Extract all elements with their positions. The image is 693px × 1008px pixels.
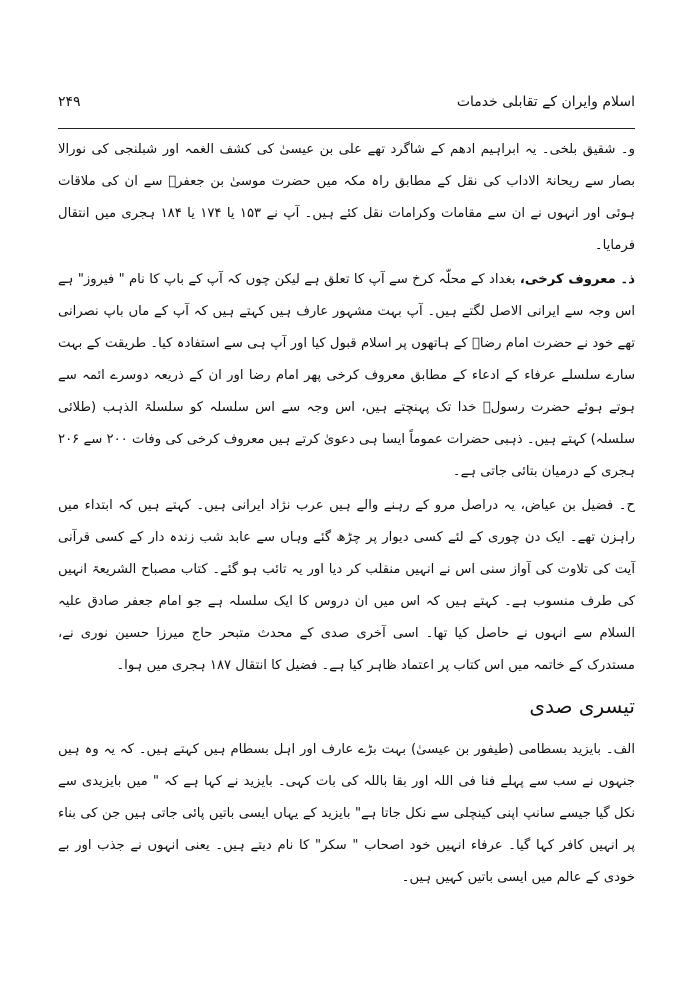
paragraph-shaqiq-balkhi [58,134,635,262]
paragraph-text: و۔ شقیق بلخی۔ یہ ابراہیم ادھم کے شاگرد تھے علی بن عیسیٰ کی کشف الغمہ اور شبلنجی کی نورالا بصار سے ریحانۃ الاداب کی نقل کے مطابق راہ مکہ میں حضرت موسیٰ بن جعفرؑ سے ان کی ملاقات ہوئی اور انہوں نے ان سے مقامات وکرامات نقل کئے ہیں۔ آپ نے ۱۵۳ یا ۱۷۴ یا ۱۸۴ ہجری میں انتقال فرمایا۔ [58,142,636,253]
header-rule [58,128,635,129]
paragraph-fuzayl-ayaz [58,490,635,682]
paragraph-text: الف۔ بایزید بسطامی (طیفور بن عیسیٰ) بہت بڑے عارف اور اہل بسطام ہیں کہتے ہیں۔ کہ یہ وہ ہیں جنہوں نے سب سے پہلے فنا فی اللہ اور بقا باللہ کی بات کہی۔ بایزید نے کہا ہے کہ " میں بایزیدی سے نکل گیا جیسے سانپ اپنی کینچلی سے نکل جاتا ہے" بایزید کے یہاں ایسی باتیں پائی جاتی ہیں جن کی بناء پر انہیں کافر کہا گیا۔ عرفاء انہیں خود اصحاب " سکر" کا نام دیتے ہیں۔ یعنی انہوں نے جذب اور بے خودی کے عالم میں ایسی باتیں کہیں ہیں۔ [58,742,635,885]
running-title: اسلام وایران کے تقابلی خدمات [456,94,635,110]
paragraph-text: بغداد کے محلّہ کرخ سے آپ کا تعلق ہے لیکن چوں کہ آپ کے باپ کا نام " فیروز" ہے اس وجہ سے ایرانی الاصل لگتے ہیں۔ آپ بہت مشہور عارف ہیں کہتے ہیں کہ آپ کے ماں باپ نصرانی تھے خود نے حضرت امام رضاؑ کے ہاتھوں پر اسلام قبول کیا اور آپ ہی سے استفادہ کیا۔ طریقت کے بہت سارے سلسلے عرفاء کے ادعاء کے مطابق معروف کرخی پھر امام رضا اور ان کے ذریعہ دوسرے ائمہ سے ہوتے ہوئے حضرت رسولؐ خدا تک پہنچتے ہیں، اس وجہ سے اس سلسلہ کو سلسلۃ الذہب (طلائی سلسلہ) کہتے ہیں۔ ذہبی حضرات عموماً ایسا ہی دعویٰ کرتے ہیں معروف کرخی کی وفات ۲۰۰ سے ۲۰۶ ہجری کے درمیان بتائی جاتی ہے۔ [58,272,635,479]
paragraph-text: ح۔ فضیل بن عیاض، یہ دراصل مرو کے رہنے والے ہیں عرب نژاد ایرانی ہیں۔ کہتے ہیں کہ ابتداء میں راہزن تھے۔ ایک دن چوری کے لئے کسی دیوار پر چڑھ گئے وہاں سے عابد شب زندہ دار کے کسی قرآنی آیت کی تلاوت کی آواز سنی اس نے انہیں منقلب کر دیا اور یہ تائب ہو گئے۔ کتاب مصباح الشریعۃ انہیں کی طرف منسوب ہے۔ کہتے ہیں کہ اس میں ان دروس کا ایک سلسلہ ہے جو امام جعفر صادق علیہ السلام سے انہوں نے حاصل کیا تھا۔ اسی آخری صدی کے محدث متبحر حاج میرزا حسین نوری نے، مستدرک کے خاتمہ میں اس کتاب پر اعتماد ظاہر کیا ہے۔ فضیل کا انتقال ۱۸۷ ہجری میں ہوا۔ [58,498,635,673]
paragraph-lead: ذ۔ معروف کرخی، [519,272,636,287]
page-number: ۲۴۹ [58,94,81,110]
paragraph-maruf-karkhi [58,264,635,488]
page-header [58,88,635,118]
page-body [58,134,635,894]
section-heading: تیسری صدی [529,694,635,718]
paragraph-bayazid-bistami [58,734,635,894]
